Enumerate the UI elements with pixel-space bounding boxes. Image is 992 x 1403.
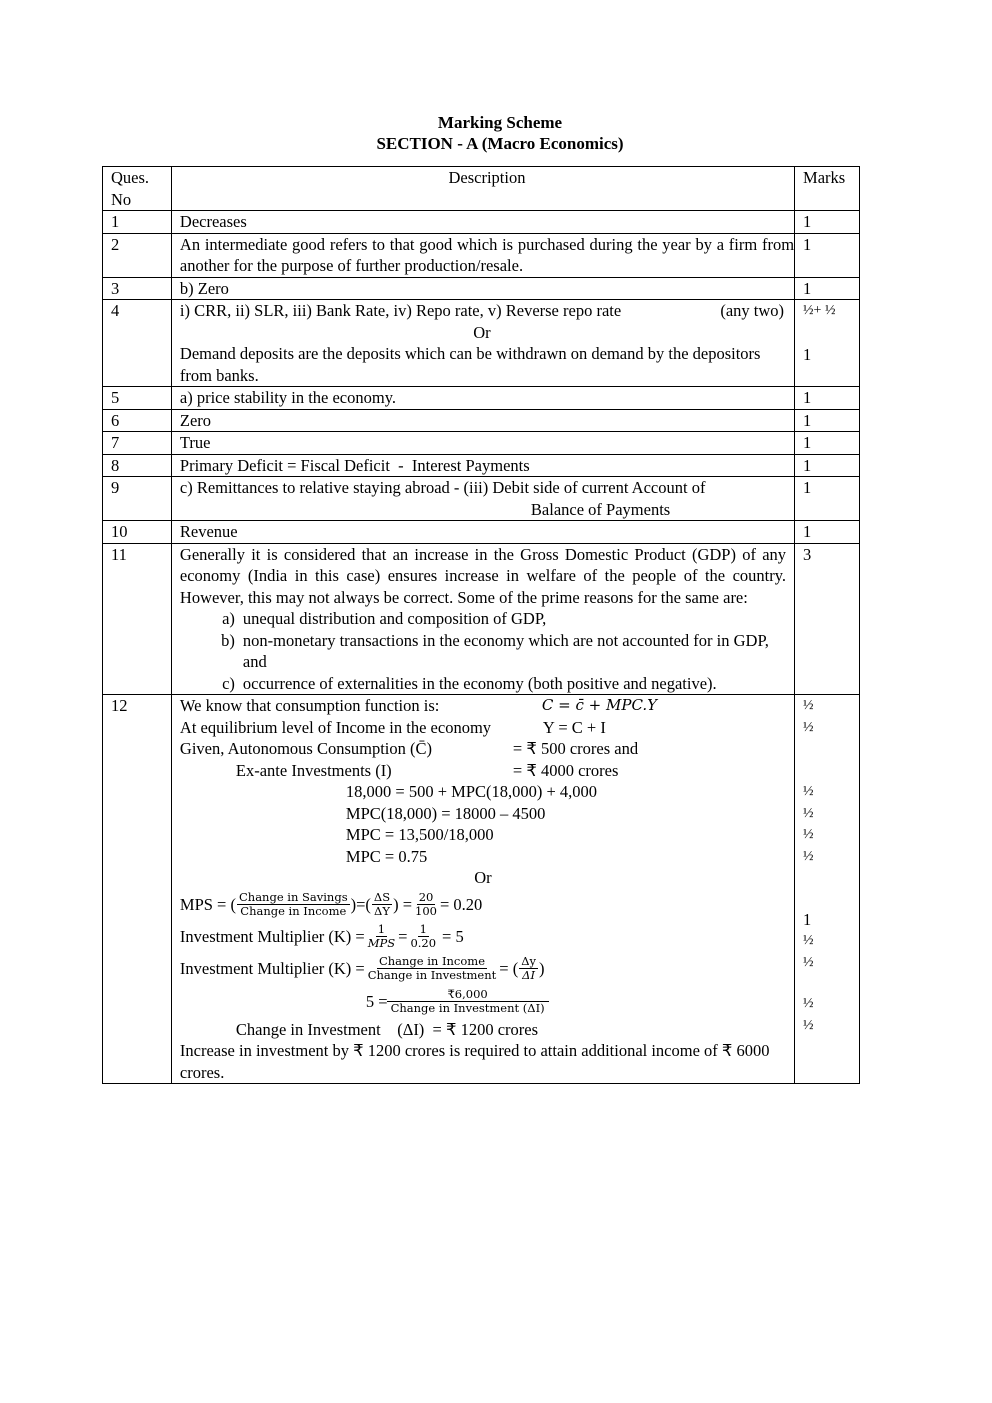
document-title: Marking Scheme: [437, 113, 563, 132]
ex-ante-investment-line: [180, 760, 786, 782]
marks-step: ½: [803, 719, 814, 735]
description: b) Zero: [171, 277, 794, 300]
description: Decreases: [171, 211, 794, 234]
table-row: [103, 432, 860, 455]
marks-step: ½: [803, 805, 814, 821]
header-no-label: No: [111, 189, 132, 209]
fraction-numerator: 20: [418, 890, 434, 904]
reason-text: non-monetary transactions in the economy which are not accounted for in GDP, and: [242, 630, 769, 671]
ques-no: 12: [103, 695, 172, 1084]
ques-no: 10: [103, 521, 172, 544]
table-row: [103, 233, 860, 277]
mps-label: MPS = (: [179, 894, 236, 914]
equation-step-2: MPC(18,000) = 18000 – 4500: [345, 803, 546, 823]
autonomous-consumption-label: Given, Autonomous Consumption (C̄): [179, 739, 432, 758]
ex-ante-investment-label: Ex-ante Investments (I): [235, 760, 392, 780]
marks-step: ½: [803, 827, 814, 842]
multiplier-delta-fraction: [519, 955, 538, 982]
marks-step: ½: [803, 1017, 814, 1033]
multiplier-value-fraction: [408, 923, 438, 950]
marks: 1: [795, 477, 860, 521]
multiplier-label: Investment Multiplier (K) =: [179, 958, 365, 978]
table-row: [103, 300, 860, 387]
marks: [795, 300, 860, 387]
or-separator: Or: [474, 868, 492, 887]
marks: 3: [795, 543, 860, 695]
marks-step: [803, 760, 859, 782]
ques-no: 2: [103, 233, 172, 277]
description-text: Primary Deficit = Fiscal Deficit - Interest Payments: [179, 455, 530, 475]
multiplier-operator: =: [398, 926, 408, 946]
fraction-numerator: ₹6,000: [387, 988, 549, 1002]
table-row: [103, 211, 860, 234]
marks: 1: [795, 432, 860, 455]
marks: [795, 695, 860, 1084]
description: [171, 695, 794, 1084]
multiplier-result: = 5: [442, 926, 464, 946]
header-ques-label: Ques.: [111, 168, 150, 187]
answer-option-2: Demand deposits are the deposits which can be withdrawn on demand by the depositors from banks.: [179, 344, 761, 385]
equilibrium-text: At equilibrium level of Income in the economy: [179, 717, 492, 737]
fraction-numerator: Change in Income: [378, 954, 486, 968]
marks-step: [803, 973, 859, 993]
ques-no: 5: [103, 387, 172, 410]
equation-step-4: MPC = 0.75: [345, 846, 428, 866]
fraction-denominator: MPS: [367, 936, 396, 950]
table-row: [103, 695, 860, 1084]
header-ques-no: [103, 167, 172, 211]
ques-no: 6: [103, 409, 172, 432]
multiplier-line-3: [180, 985, 786, 1019]
multiplier-operator: = (: [499, 958, 519, 978]
description: [171, 300, 794, 387]
description: [171, 543, 794, 695]
marks-step: [803, 738, 859, 760]
description: [171, 477, 794, 521]
fraction-denominator: Change in Investment (ΔI): [390, 1001, 545, 1015]
reason-item: [180, 608, 786, 630]
ques-no: 3: [103, 277, 172, 300]
description: [171, 454, 794, 477]
answer-option-1: i) CRR, ii) SLR, iii) Bank Rate, iv) Repo rate, v) Reverse repo rate: [179, 301, 622, 320]
section-title: SECTION - A (Macro Economics): [376, 134, 624, 153]
ques-no: 8: [103, 454, 172, 477]
marks-step: ½: [803, 933, 814, 948]
mps-fraction: [237, 891, 350, 918]
table-row: [103, 477, 860, 521]
table-row: [103, 409, 860, 432]
multiplier-line-2: [180, 953, 786, 985]
ques-no: 4: [103, 300, 172, 387]
marks-step: ½: [803, 784, 814, 799]
table-row: [103, 277, 860, 300]
marks: 1: [795, 409, 860, 432]
marks: 1: [795, 521, 860, 544]
description-line-2: Balance of Payments: [530, 499, 671, 519]
equilibrium-formula: Y = C + I: [542, 717, 606, 737]
description-line-1: c) Remittances to relative staying abroad - (iii) Debit side of current Account of: [179, 478, 706, 497]
ques-no: 9: [103, 477, 172, 521]
marks-option-1: ½+ ½: [803, 303, 836, 318]
reason-item: [180, 630, 786, 673]
ex-ante-investment-value: = ₹ 4000 crores: [512, 760, 619, 780]
fraction-denominator: 100: [415, 904, 437, 918]
any-two-note: (any two): [720, 301, 785, 320]
multiplier-solve-fraction: [389, 988, 547, 1015]
reason-label: b): [221, 630, 235, 650]
mps-operator: ) =: [393, 894, 413, 914]
reason-label: c): [222, 673, 235, 693]
description: Zero: [171, 409, 794, 432]
consumption-function-line: [180, 695, 786, 717]
marks-step: ½: [803, 698, 814, 713]
mps-formula-line: [180, 889, 786, 921]
mps-delta-fraction: [372, 891, 392, 918]
marking-scheme-table: [102, 166, 860, 1084]
consumption-function-text: We know that consumption function is:: [179, 696, 440, 715]
equation-step-3: MPC = 13,500/18,000: [345, 825, 494, 844]
equilibrium-line: [180, 717, 786, 739]
ques-no: 7: [103, 432, 172, 455]
description: Revenue: [171, 521, 794, 544]
marks: 1: [795, 454, 860, 477]
autonomous-consumption-value: = ₹ 500 crores and: [512, 739, 639, 758]
multiplier-fraction: [366, 923, 397, 950]
marks: 1: [795, 387, 860, 410]
fraction-numerator: 1: [419, 922, 427, 936]
fraction-denominator: ΔI: [522, 968, 536, 982]
or-separator: Or: [473, 322, 491, 342]
marks-step: ½: [803, 996, 814, 1011]
fraction-denominator: ΔY: [374, 904, 390, 918]
multiplier-value-label: 5 =: [365, 991, 388, 1011]
description: True: [171, 432, 794, 455]
autonomous-consumption-line: [180, 738, 786, 760]
fraction-denominator: 0.20: [410, 936, 437, 950]
multiplier-operator: ): [539, 958, 545, 978]
multiplier-line-1: [180, 921, 786, 953]
fraction-numerator: Change in Savings: [238, 890, 348, 904]
marks-step: ½: [803, 848, 814, 864]
header-description: Description: [171, 167, 794, 211]
marks: 1: [795, 233, 860, 277]
equation-step-1: 18,000 = 500 + MPC(18,000) + 4,000: [345, 782, 598, 801]
change-in-investment-result: Change in Investment (ΔI) = ₹ 1200 crores: [235, 1019, 539, 1039]
fraction-numerator: Δy: [521, 954, 537, 968]
conclusion-text: Increase in investment by ₹ 1200 crores is required to attain additional income of ₹ 6000 crores.: [179, 1041, 770, 1082]
marks: 1: [795, 211, 860, 234]
fraction-denominator: Change in Income: [240, 904, 347, 918]
reason-label: a): [222, 609, 235, 628]
marks-step: ½: [803, 954, 814, 970]
mps-operator: )=(: [350, 894, 371, 914]
reason-item: [180, 673, 786, 695]
fraction-numerator: ΔS: [373, 890, 391, 904]
multiplier-income-fraction: [366, 955, 499, 982]
multiplier-label: Investment Multiplier (K) =: [179, 926, 365, 946]
table-row: [103, 387, 860, 410]
mps-result: = 0.20: [439, 894, 483, 914]
table-row: [103, 521, 860, 544]
marks-step: 1: [803, 910, 812, 929]
table-row: [103, 454, 860, 477]
marks-step: [803, 867, 859, 899]
description: a) price stability in the economy.: [171, 387, 794, 410]
fraction-denominator: Change in Investment: [367, 968, 497, 982]
marks-option-2: 1: [803, 344, 812, 364]
mps-value-fraction: [413, 891, 439, 918]
table-row: [103, 543, 860, 695]
marks: 1: [795, 277, 860, 300]
description: An intermediate good refers to that good which is purchased during the year by a firm from another for the purpose of further production/resale.: [171, 233, 794, 277]
header-marks: Marks: [795, 167, 860, 211]
ques-no: 11: [103, 543, 172, 695]
consumption-function-formula: C = c̄ + MPC.Y: [541, 696, 658, 714]
ques-no: 1: [103, 211, 172, 234]
reason-text: unequal distribution and composition of GDP,: [242, 609, 547, 628]
table-header-row: [103, 167, 860, 211]
reason-text: occurrence of externalities in the economy (both positive and negative).: [242, 673, 717, 693]
description-intro: Generally it is considered that an increase in the Gross Domestic Product (GDP) of any economy (India in this case) ensures increase in welfare of the people of the country. However, this may not always be correct. Some of the prime reasons for the same are:: [179, 544, 787, 607]
fraction-numerator: 1: [377, 922, 386, 936]
